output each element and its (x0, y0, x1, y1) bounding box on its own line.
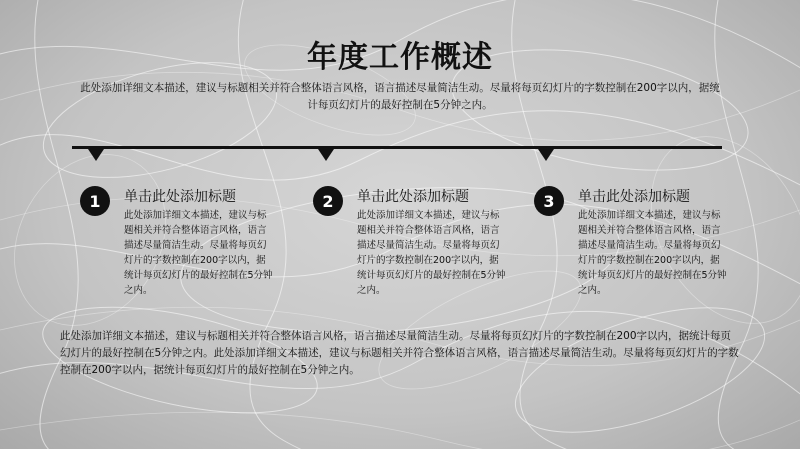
step-description: 此处添加详细文本描述，建议与标题相关并符合整体语言风格，语言描述尽量简洁生动。尽量将每页幻灯片的字数控制在200字以内，据统计每页幻灯片的最好控制在5分钟之内。 (578, 210, 727, 296)
timeline-marker-3 (538, 149, 554, 161)
step-title: 单击此处添加标题 (578, 189, 690, 205)
timeline-marker-2 (318, 149, 334, 161)
summary-paragraph: 此处添加详细文本描述，建议与标题相关并符合整体语言风格，语言描述尽量简洁生动。尽量将每页幻灯片的字数控制在200字以内，据统计每页幻灯片的最好控制在5分钟之内。此处添加详细文本描述，建议与标题相关并符合整体语言风格，语言描述尽量简洁生动。尽量将每页幻灯片的字数控制在200字以内，据统计每页幻灯片的最好控制在5分钟之内。 (60, 330, 739, 376)
timeline-marker-1 (88, 149, 104, 161)
step-number-badge: 1 (80, 186, 110, 216)
step-title: 单击此处添加标题 (124, 189, 236, 205)
step-description: 此处添加详细文本描述，建议与标题相关并符合整体语言风格，语言描述尽量简洁生动。尽量将每页幻灯片的字数控制在200字以内，据统计每页幻灯片的最好控制在5分钟之内。 (357, 210, 506, 296)
intro-paragraph: 此处添加详细文本描述，建议与标题相关并符合整体语言风格，语言描述尽量简洁生动。尽量将每页幻灯片的字数控制在200字以内，据统计每页幻灯片的最好控制在5分钟之内。 (80, 82, 720, 111)
step-number-badge: 3 (534, 186, 564, 216)
step-title: 单击此处添加标题 (357, 189, 469, 205)
step-number-badge: 2 (313, 186, 343, 216)
step-description: 此处添加详细文本描述，建议与标题相关并符合整体语言风格，语言描述尽量简洁生动。尽量将每页幻灯片的字数控制在200字以内，据统计每页幻灯片的最好控制在5分钟之内。 (124, 210, 273, 296)
slide-title: 年度工作概述 (307, 40, 493, 75)
timeline-line (72, 146, 722, 149)
